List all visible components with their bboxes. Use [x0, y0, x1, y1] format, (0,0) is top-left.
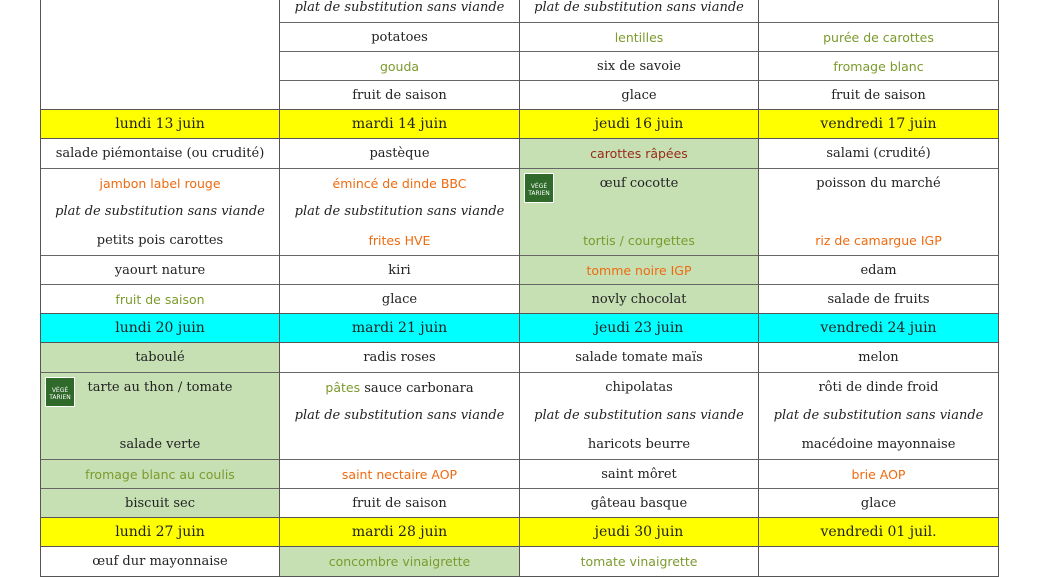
- menu-item: [520, 197, 758, 226]
- day-cell: [41, 0, 280, 110]
- menu-item: [41, 459, 279, 488]
- school-menu-table: [40, 0, 999, 577]
- menu-item-text: émincé de dinde BBC: [332, 176, 467, 191]
- menu-item-text: brie AOP: [851, 467, 906, 482]
- menu-item: [759, 22, 998, 51]
- menu-item: [759, 488, 998, 517]
- menu-item: [280, 51, 519, 80]
- menu-item: [41, 488, 279, 517]
- menu-item-text: gouda: [379, 59, 420, 74]
- day-header: [41, 110, 280, 139]
- menu-item: [280, 255, 519, 284]
- week-menu-row: [41, 139, 999, 314]
- menu-item-text: tarte au thon / tomate: [87, 380, 233, 395]
- menu-item-text: plat de substitution sans viande: [534, 408, 744, 423]
- menu-item: [520, 51, 758, 80]
- badge-text-line1: VÉGÉ: [530, 183, 548, 190]
- menu-item-text: plat de substitution sans viande: [294, 408, 505, 423]
- day-header-label: jeudi 23 juin: [594, 320, 684, 336]
- menu-item-text: biscuit sec: [125, 496, 195, 511]
- menu-item-text: pâtes: [325, 380, 361, 395]
- menu-item: [759, 80, 998, 109]
- menu-item: [520, 547, 758, 576]
- day-header: [41, 518, 280, 547]
- menu-item-text: plat de substitution sans viande: [55, 204, 265, 219]
- menu-item-text: salade tomate maïs: [575, 350, 703, 365]
- badge-text-line2: TARIEN: [49, 394, 71, 401]
- menu-item-text: tomme noire IGP: [586, 263, 692, 278]
- week-header-row: [41, 110, 999, 139]
- menu-item: [759, 459, 998, 488]
- menu-item-text: plat de substitution sans viande: [294, 0, 505, 15]
- day-cell: [759, 139, 999, 314]
- menu-item: [280, 139, 519, 168]
- menu-item: [759, 51, 998, 80]
- day-cell: [759, 343, 999, 518]
- menu-item: [280, 401, 519, 430]
- day-header-label: vendredi 17 juin: [820, 116, 937, 132]
- menu-item: [41, 547, 279, 576]
- menu-item-text: glace: [860, 496, 897, 511]
- menu-item-text: petits pois carottes: [96, 233, 224, 248]
- day-cell: [759, 547, 999, 577]
- menu-item: [520, 488, 758, 517]
- menu-item-text: purée de carottes: [823, 30, 934, 45]
- day-header: [759, 314, 999, 343]
- day-header-label: mardi 14 juin: [351, 116, 448, 132]
- menu-item: [280, 0, 519, 22]
- day-header-label: lundi 20 juin: [115, 320, 205, 336]
- week-row-top: [41, 0, 999, 110]
- menu-item-text: kiri: [388, 263, 411, 278]
- menu-item: [41, 168, 279, 197]
- day-cell: [280, 343, 520, 518]
- menu-item: [759, 372, 998, 401]
- menu-item-text: fruit de saison: [831, 88, 926, 103]
- menu-item-text: fruit de saison: [352, 88, 447, 103]
- menu-item: [759, 226, 998, 255]
- day-cell: [759, 0, 999, 110]
- menu-item-text: frites HVE: [368, 233, 431, 248]
- day-header: [280, 518, 520, 547]
- menu-item-text: carottes râpées: [590, 146, 688, 161]
- menu-item-text: rôti de dinde froid: [818, 380, 939, 395]
- menu-item: [41, 197, 279, 226]
- menu-item: [280, 343, 519, 372]
- menu-item-text: saint môret: [601, 467, 677, 482]
- menu-item: [41, 226, 279, 255]
- menu-item: [41, 255, 279, 284]
- menu-item-text: jambon label rouge: [99, 176, 221, 191]
- menu-item: [520, 343, 758, 372]
- menu-item: [41, 430, 279, 459]
- menu-item-text: plat de substitution sans viande: [773, 408, 984, 423]
- menu-item-text: yaourt nature: [114, 263, 206, 278]
- menu-item: [759, 284, 998, 313]
- menu-item-text: tomate vinaigrette: [580, 554, 698, 569]
- menu-item-text: novly chocolat: [591, 292, 687, 307]
- menu-item-text: haricots beurre: [587, 437, 691, 452]
- menu-item: [280, 488, 519, 517]
- menu-item: [280, 22, 519, 51]
- day-header-label: jeudi 16 juin: [594, 116, 684, 132]
- menu-item: [41, 139, 279, 168]
- day-header: [759, 110, 999, 139]
- vegetarian-badge-icon: [45, 377, 75, 407]
- menu-item: [520, 255, 758, 284]
- day-cell: [280, 139, 520, 314]
- menu-item: [520, 226, 758, 255]
- menu-item-text: macédoine mayonnaise: [801, 437, 956, 452]
- day-header: [759, 518, 999, 547]
- menu-item-text: salami (crudité): [826, 146, 931, 161]
- menu-item-extra: sauce carbonara: [360, 381, 474, 396]
- menu-item: [280, 226, 519, 255]
- menu-item-text: fromage blanc: [833, 59, 924, 74]
- menu-item-text: pastèque: [369, 146, 430, 161]
- menu-item: [759, 547, 998, 576]
- week-menu-row: [41, 343, 999, 518]
- menu-item: [520, 168, 758, 197]
- menu-item-text: six de savoie: [597, 59, 681, 74]
- day-cell: [41, 139, 280, 314]
- menu-item-text: fruit de saison: [352, 496, 447, 511]
- menu-item: [520, 430, 758, 459]
- menu-item: [280, 372, 519, 401]
- day-cell: [520, 139, 759, 314]
- menu-item-text: œuf cocotte: [599, 176, 679, 191]
- day-cell: [280, 0, 520, 110]
- menu-item: [280, 197, 519, 226]
- menu-item-text: plat de substitution sans viande: [534, 0, 744, 15]
- menu-item: [759, 430, 998, 459]
- menu-item-text: plat de substitution sans viande: [294, 204, 505, 219]
- menu-item: [759, 401, 998, 430]
- day-header: [520, 110, 759, 139]
- day-cell: [41, 343, 280, 518]
- menu-item-text: salade piémontaise (ou crudité): [55, 146, 265, 161]
- menu-item: [759, 343, 998, 372]
- menu-item: [41, 372, 279, 401]
- day-cell: [41, 547, 280, 577]
- menu-item: [520, 80, 758, 109]
- menu-item-text: œuf dur mayonnaise: [92, 554, 228, 569]
- menu-item-text: glace: [621, 88, 657, 103]
- week-menu-row: [41, 547, 999, 577]
- menu-item: [520, 22, 758, 51]
- day-header-label: lundi 13 juin: [115, 116, 205, 132]
- menu-item: [520, 372, 758, 401]
- menu-item-text: taboulé: [135, 350, 185, 365]
- menu-item-text: lentilles: [614, 30, 664, 45]
- menu-item: [759, 168, 998, 197]
- day-cell: [520, 0, 759, 110]
- menu-item: [759, 139, 998, 168]
- menu-item: [280, 459, 519, 488]
- day-cell: [520, 547, 759, 577]
- menu-item: [280, 547, 519, 576]
- menu-item: [41, 343, 279, 372]
- menu-item-text: edam: [860, 263, 897, 278]
- day-cell: [280, 547, 520, 577]
- week-header-row: [41, 518, 999, 547]
- menu-item-text: riz de camargue IGP: [815, 233, 942, 248]
- menu-item-text: salade de fruits: [827, 292, 930, 307]
- day-header: [520, 314, 759, 343]
- menu-item-text: chipolatas: [605, 380, 673, 395]
- badge-text-line1: VÉGÉ: [51, 387, 69, 394]
- menu-item: [759, 255, 998, 284]
- menu-item: [520, 401, 758, 430]
- menu-item: [41, 401, 279, 430]
- menu-item: [280, 168, 519, 197]
- day-header-label: vendredi 24 juin: [820, 320, 937, 336]
- day-header-label: mardi 21 juin: [351, 320, 448, 336]
- menu-item-text: tortis / courgettes: [583, 233, 695, 248]
- menu-item: [280, 80, 519, 109]
- week-header-row: [41, 314, 999, 343]
- day-header-label: jeudi 30 juin: [594, 524, 684, 540]
- day-header: [41, 314, 280, 343]
- menu-item: [41, 284, 279, 313]
- menu-item-text: glace: [381, 292, 418, 307]
- menu-item-text: salade verte: [119, 437, 201, 452]
- menu-item-text: fruit de saison: [115, 292, 205, 307]
- menu-item-text: fromage blanc au coulis: [85, 467, 235, 482]
- day-header: [280, 314, 520, 343]
- menu-item: [759, 0, 998, 22]
- badge-text-line2: TARIEN: [528, 190, 550, 197]
- menu-item: [759, 197, 998, 226]
- menu-item: [280, 284, 519, 313]
- vegetarian-badge-icon: [524, 173, 554, 203]
- menu-item-text: potatoes: [371, 30, 428, 45]
- day-header: [520, 518, 759, 547]
- day-cell: [520, 343, 759, 518]
- menu-item: [520, 0, 758, 22]
- menu-item-text: gâteau basque: [590, 496, 688, 511]
- menu-item: [520, 284, 758, 313]
- menu-item-text: poisson du marché: [816, 176, 941, 191]
- menu-item-text: radis roses: [363, 350, 436, 365]
- day-header: [280, 110, 520, 139]
- menu-item: [280, 430, 519, 459]
- menu-item-text: saint nectaire AOP: [341, 467, 458, 482]
- menu-item-text: concombre vinaigrette: [328, 554, 471, 569]
- day-header-label: vendredi 01 juil.: [820, 524, 937, 540]
- menu-item-text: melon: [858, 350, 899, 365]
- day-header-label: lundi 27 juin: [115, 524, 205, 540]
- day-header-label: mardi 28 juin: [351, 524, 448, 540]
- menu-item: [520, 459, 758, 488]
- menu-item: [520, 139, 758, 168]
